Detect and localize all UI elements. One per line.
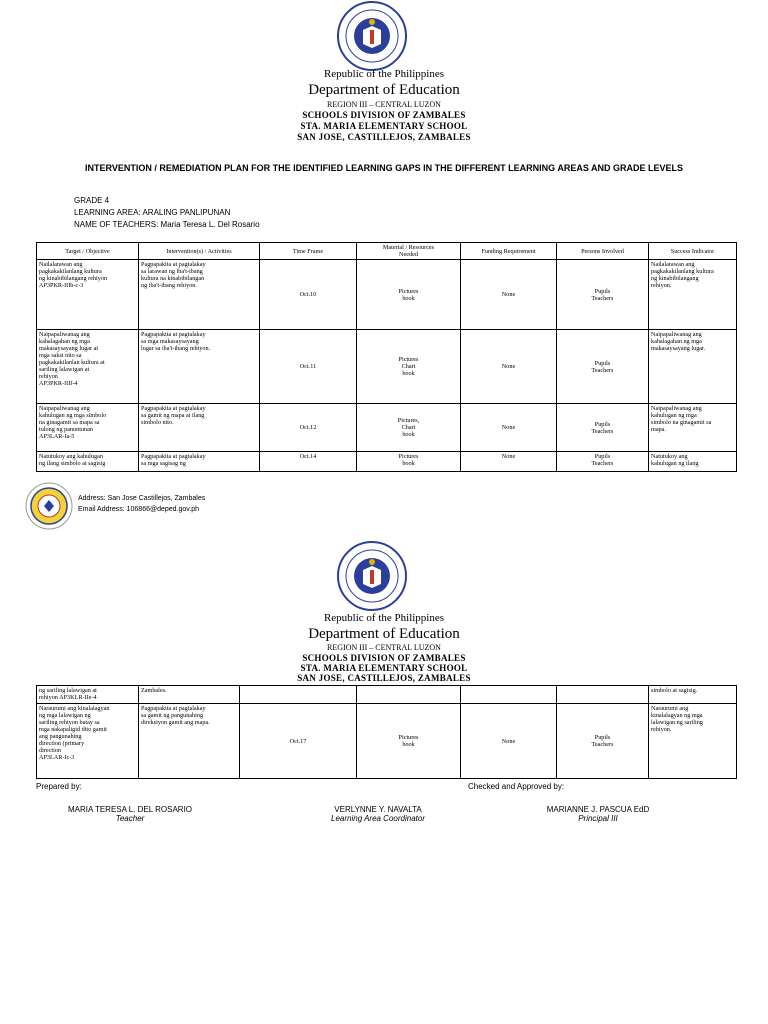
indicator-cell: Naipapaliwanag ang kahulugan ng mga simbolo na ginagamit sa mapa. [649,404,737,452]
deped-seal-icon [336,0,408,72]
indicator-cell: simbolo at sagisig. [649,686,737,704]
teachers-label: NAME OF TEACHERS: Maria Teresa L. Del Rosario [74,220,260,229]
objective-cell: Naipapaliwanag ang kahulugan ng mga simbolo na ginagamit sa mapa sa tulong ng panuntunan AP3LAR-Ia-5 [37,404,139,452]
division-label: SCHOOLS DIVISION OF ZAMBALES [302,653,466,663]
republic-label: Republic of the Philippines [323,612,445,624]
time-frame-cell: Oct.10 [260,260,357,330]
persons-cell: Pupils Teachers [557,704,649,779]
signatory-name: VERLYNNE Y. NAVALTA [334,805,422,814]
table-row [37,452,737,472]
persons-cell: Pupils Teachers [557,452,649,472]
indicator-cell: Natutukoy ang kahulugan ng ilang [649,452,737,472]
time-frame-cell: Oct.14 [260,452,357,472]
funding-cell: None [461,452,557,472]
column-header: Intervention(s) / Activities [139,243,260,260]
materials-cell [357,686,461,704]
signatory-name: MARIA TERESA L. DEL ROSARIO [67,805,193,814]
column-header: Time Frame [260,243,357,260]
learning-area-label: LEARNING AREA: ARALING PANLIPUNAN [74,208,231,217]
funding-cell: None [461,330,557,404]
location-label: SAN JOSE, CASTILLEJOS, ZAMBALES [297,132,471,142]
materials-cell: Pictures book [357,260,461,330]
table-row [37,686,737,704]
objective-cell: Nailalarawan ang pagkakakilanlang kultura ng kinabibilangang rehiyon AP3PKR-IIIb-c-3 [37,260,139,330]
school-label: STA. MARIA ELEMENTARY SCHOOL [300,121,468,131]
location-label: SAN JOSE, CASTILLEJOS, ZAMBALES [297,673,471,683]
prepared-by-label: Prepared by: [36,782,82,791]
objective-cell: Natutukoy ang kahulugan ng ilang simbolo at sagisig [37,452,139,472]
materials-cell: Pictures book [357,704,461,779]
table-row [37,260,737,330]
indicator-cell: Naipapaliwanag ang kahalagahan ng mga makasaysayang lugar. [649,330,737,404]
indicator-cell: Nailalarawan ang pagkakakilanlang kultura ng kinabibilangang rehiyon. [649,260,737,330]
table-row [37,704,737,779]
persons-cell: Pupils Teachers [557,260,649,330]
signature-teacher [20,805,240,823]
department-label: Department of Education [308,82,460,98]
grade-label: GRADE 4 [74,196,110,205]
funding-cell [461,686,557,704]
column-header: Funding Requirement [461,243,557,260]
materials-cell: Pictures Chart book [357,330,461,404]
time-frame-cell [240,686,357,704]
intervention-cell: Pagpapakita at pagtalakay sa mga makasaysayang lugar sa iba't-ibang rehiyon. [139,330,260,404]
funding-cell: None [461,704,557,779]
school-label: STA. MARIA ELEMENTARY SCHOOL [300,663,468,673]
indicator-cell: Naraurumi ang kinalalagyan ng mga lalawigan ng sariling rehiyon. [649,704,737,779]
region-label: REGION III – CENTRAL LUZON [327,100,441,109]
materials-cell: Pictures, Chart book [357,404,461,452]
objective-cell: Naraurumi ang kinalalagyan ng mga lalawigan ng sariling rehiyon batay sa mga nakapaligid dito gamit ang pangunahing direction (primary direction AP3LAR-Ic-3 [37,704,139,779]
intervention-cell: Pagpapakita at pagtalakay sa gamit ng pangunahing direksiyon gamit ang mapa. [139,704,240,779]
intervention-cell: Pagpapakita at pagtalakay sa larawan ng iba't-ibang kultura na kinabibilangan ng iba't-ibang rehiyon. [139,260,260,330]
table-row [37,404,737,452]
intervention-cell: Zambales. [139,686,240,704]
signatory-role: Learning Area Coordinator [331,814,425,823]
objective-cell: Naipapaliwanag ang kahalagahan ng mga makasaysayang lugar at mga saksi nito sa pagkakakilanlan kultura at sariling lalawigan at rehiyon AP3PKR-IIIf-4 [37,330,139,404]
column-header: Material / Resources Needed [357,243,461,260]
plan-table-continued [36,685,737,779]
column-header: Success Indicator [649,243,737,260]
plan-table [36,242,737,472]
signature-coordinator [268,805,488,823]
column-header: Persons Involved [557,243,649,260]
school-seal-icon [25,482,73,530]
time-frame-cell: Oct.12 [260,404,357,452]
table-header-row [37,243,737,260]
signatory-role: Principal III [578,814,618,823]
persons-cell: Pupils Teachers [557,404,649,452]
department-label: Department of Education [308,626,460,642]
column-header: Target / Objective [37,243,139,260]
checked-by-label: Checked and Approved by: [468,782,565,791]
objective-cell: ng sariling lalawigan at rehiyon AP3KLR-IIe-4 [37,686,139,704]
signature-principal [488,805,708,823]
deped-seal-icon [336,540,408,612]
time-frame-cell: Oct.11 [260,330,357,404]
intervention-cell: Pagpapakita at pagtalakay sa gamit ng mapa at ilang simbolo nito. [139,404,260,452]
division-label: SCHOOLS DIVISION OF ZAMBALES [302,110,466,120]
intervention-cell: Pagpapakita at pagtalakay sa mga sagisag ng [139,452,260,472]
persons-cell [557,686,649,704]
school-address: Address: San Jose Castillejos, Zambales [78,495,206,502]
table-row [37,330,737,404]
republic-label: Republic of the Philippines [323,68,445,80]
materials-cell: Pictures book [357,452,461,472]
region-label: REGION III – CENTRAL LUZON [327,643,441,652]
time-frame-cell: Oct.17 [240,704,357,779]
school-email: Email Address: 106866@deped.gov.ph [78,506,200,513]
document-title: INTERVENTION / REMEDIATION PLAN FOR THE IDENTIFIED LEARNING GAPS IN THE DIFFERENT LEARNING AREAS AND GRADE LEVELS [84,163,684,173]
funding-cell: None [461,404,557,452]
persons-cell: Pupils Teachers [557,330,649,404]
signatory-name: MARIANNE J. PASCUA EdD [546,805,650,814]
funding-cell: None [461,260,557,330]
signatory-role: Teacher [115,814,145,823]
